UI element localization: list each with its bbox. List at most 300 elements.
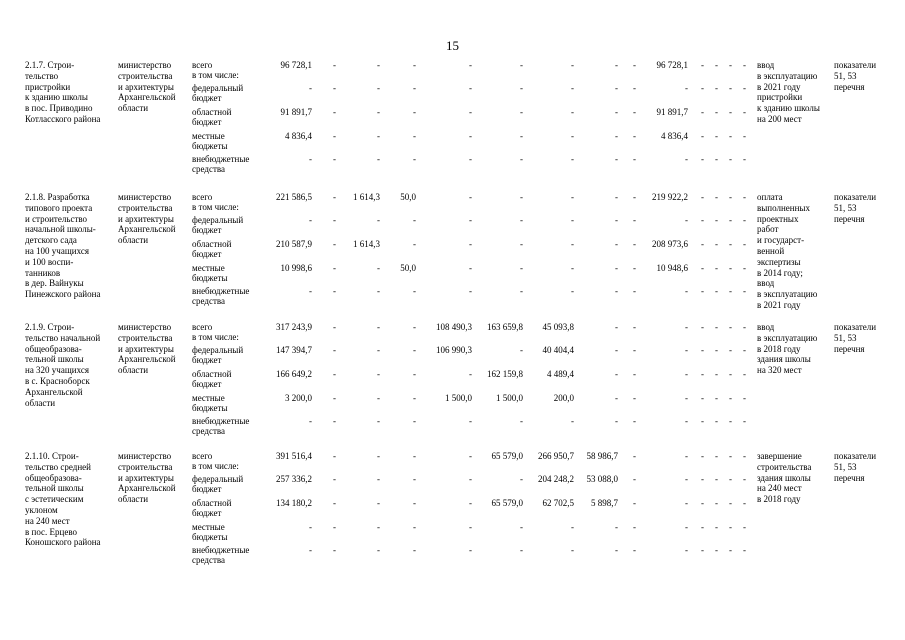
value-cell: - (743, 263, 746, 273)
value-cell: - (520, 60, 523, 70)
value-cell: - (743, 286, 746, 296)
text-line: бюджет (192, 484, 222, 495)
expected-result (757, 451, 829, 505)
value-cell: - (571, 286, 574, 296)
text-line: Архангельской (118, 224, 176, 235)
measure-name (25, 60, 117, 125)
value-cell: - (520, 107, 523, 117)
value-cell: - (377, 393, 380, 403)
text-line: строительства (118, 70, 173, 81)
value-cell: 53 088,0 (586, 474, 618, 484)
funding-source (192, 107, 262, 128)
text-line: тельной школы (25, 354, 84, 365)
value-cell: - (377, 345, 380, 355)
value-cell: - (333, 322, 336, 332)
value-cell: - (469, 416, 472, 426)
text-line: общеобразова- (25, 343, 82, 354)
value-cell: 200,0 (553, 393, 574, 403)
text-line: ввод (757, 322, 775, 332)
value-cell: - (633, 60, 636, 70)
value-cell: - (685, 393, 688, 403)
value-cell: - (743, 131, 746, 141)
text-line: и архитектуры (118, 343, 174, 354)
text-line: министерство (118, 451, 172, 461)
text-line: в 2014 году; (757, 267, 803, 278)
text-line: детского сада (25, 235, 77, 246)
value-cell: - (377, 451, 380, 461)
value-cell: - (633, 263, 636, 273)
value-cell: - (333, 192, 336, 202)
value-cell: - (729, 369, 732, 379)
text-line: Архангельской (118, 92, 176, 103)
funding-source (192, 286, 262, 307)
value-cell: - (615, 416, 618, 426)
value-cell: - (615, 107, 618, 117)
text-line: местные (192, 263, 225, 273)
executor (118, 451, 190, 505)
value-cell: - (715, 60, 718, 70)
value-cell: - (743, 451, 746, 461)
value-cell: - (715, 474, 718, 484)
indicator-link (834, 322, 894, 354)
funding-source (192, 154, 262, 175)
text-line: Пинежского района (25, 289, 101, 300)
value-cell: - (685, 498, 688, 508)
funding-source (192, 131, 262, 152)
text-line: в дер. Вайнукы (25, 278, 84, 289)
value-cell: - (413, 416, 416, 426)
text-line: областной (192, 239, 232, 249)
text-line: области (118, 103, 149, 114)
text-line: в том числе: (192, 202, 239, 213)
value-cell: - (377, 474, 380, 484)
text-line: области (118, 365, 149, 376)
text-line: федеральный (192, 474, 244, 484)
funding-source (192, 369, 262, 390)
text-line: всего (192, 60, 213, 70)
value-cell: - (571, 83, 574, 93)
text-line: здания школы (757, 472, 811, 483)
value-cell: - (633, 474, 636, 484)
text-line: бюджеты (192, 532, 228, 543)
value-cell: - (413, 154, 416, 164)
value-cell: - (729, 192, 732, 202)
text-line: средства (192, 426, 226, 437)
value-cell: - (743, 239, 746, 249)
value-cell: - (377, 522, 380, 532)
value-cell: - (413, 522, 416, 532)
text-line: Котласского района (25, 113, 101, 124)
text-line: всего (192, 322, 213, 332)
value-cell: - (729, 263, 732, 273)
value-cell: - (701, 545, 704, 555)
text-line: 2.1.10. Строи- (25, 451, 79, 461)
value-cell: - (685, 416, 688, 426)
value-cell: - (715, 498, 718, 508)
value-cell: - (413, 345, 416, 355)
text-line: и архитектуры (118, 81, 174, 92)
value-cell: - (701, 107, 704, 117)
value-cell: 96 728,1 (656, 60, 688, 70)
funding-source (192, 263, 262, 284)
value-cell: - (633, 393, 636, 403)
value-cell: 162 159,8 (487, 369, 523, 379)
text-line: показатели (834, 322, 877, 332)
funding-source (192, 345, 262, 366)
text-line: всего (192, 451, 213, 461)
text-line: бюджет (192, 225, 222, 236)
value-cell: - (377, 286, 380, 296)
value-cell: - (520, 345, 523, 355)
text-line: пристройки (25, 81, 71, 92)
value-cell: - (729, 416, 732, 426)
value-cell: - (571, 154, 574, 164)
value-cell: - (615, 286, 618, 296)
value-cell: - (633, 545, 636, 555)
value-cell: 106 990,3 (436, 345, 472, 355)
value-cell: - (743, 345, 746, 355)
value-cell: - (685, 154, 688, 164)
value-cell: - (571, 215, 574, 225)
value-cell: - (715, 369, 718, 379)
value-cell: - (633, 154, 636, 164)
text-line: бюджет (192, 379, 222, 390)
value-cell: - (309, 215, 312, 225)
value-cell: - (743, 322, 746, 332)
value-cell: - (520, 545, 523, 555)
text-line: и строительство (25, 213, 88, 224)
measure-row (0, 322, 905, 446)
value-cell: - (413, 239, 416, 249)
value-cell: - (715, 154, 718, 164)
text-line: в эксплуатацию (757, 332, 818, 343)
text-line: федеральный (192, 83, 244, 93)
value-cell: - (571, 239, 574, 249)
value-cell: 10 948,6 (656, 263, 688, 273)
value-cell: - (743, 215, 746, 225)
text-line: 51, 53 (834, 70, 857, 81)
value-cell: 50,0 (400, 263, 416, 273)
text-line: строительства (118, 202, 173, 213)
funding-source (192, 83, 262, 104)
value-cell: - (520, 522, 523, 532)
value-cell: 266 950,7 (538, 451, 574, 461)
value-cell: - (377, 416, 380, 426)
text-line: в эксплуатацию (757, 70, 818, 81)
value-cell: - (715, 107, 718, 117)
measure-name (25, 451, 117, 548)
value-cell: - (615, 522, 618, 532)
value-cell: - (333, 107, 336, 117)
text-line: выполненных (757, 202, 810, 213)
text-line: завершение (757, 451, 802, 461)
value-cell: - (615, 192, 618, 202)
value-cell: 1 500,0 (445, 393, 472, 403)
value-cell: - (469, 286, 472, 296)
value-cell: 65 579,0 (491, 498, 523, 508)
text-line: на 240 мест (25, 515, 70, 526)
text-line: Архангельской (25, 386, 83, 397)
text-line: Архангельской (118, 483, 176, 494)
value-cell: - (715, 393, 718, 403)
value-cell: 219 922,2 (652, 192, 688, 202)
value-cell: - (633, 215, 636, 225)
text-line: в 2018 году (757, 343, 801, 354)
text-line: министерство (118, 192, 172, 202)
value-cell: - (469, 107, 472, 117)
value-cell: - (309, 522, 312, 532)
text-line: здания школы (757, 354, 811, 365)
value-cell: - (701, 451, 704, 461)
text-line: пристройки (757, 92, 803, 103)
value-cell: - (633, 239, 636, 249)
text-line: 2.1.8. Разработка (25, 192, 90, 202)
value-cell: - (685, 322, 688, 332)
text-line: перечня (834, 343, 865, 354)
text-line: в том числе: (192, 332, 239, 343)
value-cell: - (685, 286, 688, 296)
value-cell: - (715, 451, 718, 461)
text-line: проектных (757, 213, 799, 224)
value-cell: - (413, 322, 416, 332)
text-line: показатели (834, 451, 877, 461)
value-cell: - (615, 131, 618, 141)
text-line: внебюджетные (192, 545, 250, 555)
text-line: области (25, 397, 56, 408)
value-cell: - (571, 107, 574, 117)
text-line: работ (757, 224, 779, 235)
value-cell: - (615, 393, 618, 403)
value-cell: - (633, 83, 636, 93)
expected-result (757, 60, 829, 125)
value-cell: - (520, 263, 523, 273)
text-line: бюджет (192, 117, 222, 128)
text-line: начальной школы- (25, 224, 96, 235)
funding-source (192, 498, 262, 519)
value-cell: - (743, 393, 746, 403)
value-cell: - (729, 545, 732, 555)
text-line: средства (192, 296, 226, 307)
text-line: танников (25, 267, 61, 278)
indicator-link (834, 451, 894, 483)
value-cell: - (729, 60, 732, 70)
value-cell: - (715, 263, 718, 273)
value-cell: - (615, 154, 618, 164)
value-cell: - (715, 192, 718, 202)
text-line: тельной школы (25, 483, 84, 494)
value-cell: - (571, 545, 574, 555)
value-cell: - (571, 131, 574, 141)
text-line: в 2021 году (757, 81, 801, 92)
value-cell: - (333, 522, 336, 532)
value-cell: - (701, 286, 704, 296)
text-line: области (118, 494, 149, 505)
value-cell: - (615, 345, 618, 355)
measure-name (25, 322, 117, 408)
value-cell: - (333, 131, 336, 141)
text-line: ввод (757, 60, 775, 70)
text-line: с эстетическим (25, 494, 84, 505)
value-cell: - (333, 263, 336, 273)
value-cell: - (571, 263, 574, 273)
text-line: министерство (118, 322, 172, 332)
value-cell: - (685, 215, 688, 225)
value-cell: 1 614,3 (353, 192, 380, 202)
value-cell: - (377, 60, 380, 70)
value-cell: 45 093,8 (542, 322, 574, 332)
value-cell: 163 659,8 (487, 322, 523, 332)
text-line: бюджеты (192, 403, 228, 414)
value-cell: - (377, 263, 380, 273)
value-cell: - (743, 522, 746, 532)
text-line: всего (192, 192, 213, 202)
value-cell: - (520, 215, 523, 225)
value-cell: - (743, 369, 746, 379)
value-cell: - (729, 286, 732, 296)
value-cell: - (520, 154, 523, 164)
value-cell: 62 702,5 (542, 498, 574, 508)
executor (118, 322, 190, 376)
value-cell: 208 973,6 (652, 239, 688, 249)
value-cell: 4 836,4 (285, 131, 312, 141)
value-cell: 91 891,7 (280, 107, 312, 117)
value-cell: - (633, 192, 636, 202)
value-cell: - (615, 263, 618, 273)
funding-source (192, 451, 262, 472)
value-cell: - (701, 154, 704, 164)
value-cell: - (333, 498, 336, 508)
value-cell: - (333, 83, 336, 93)
value-cell: - (729, 498, 732, 508)
text-line: бюджеты (192, 273, 228, 284)
value-cell: - (701, 239, 704, 249)
value-cell: - (333, 239, 336, 249)
value-cell: - (701, 369, 704, 379)
value-cell: - (729, 131, 732, 141)
text-line: внебюджетные (192, 416, 250, 426)
text-line: перечня (834, 213, 865, 224)
value-cell: 58 986,7 (586, 451, 618, 461)
value-cell: - (469, 60, 472, 70)
value-cell: 166 649,2 (276, 369, 312, 379)
executor (118, 60, 190, 114)
value-cell: - (413, 286, 416, 296)
value-cell: - (633, 416, 636, 426)
measure-row (0, 451, 905, 575)
text-line: областной (192, 107, 232, 117)
text-line: 51, 53 (834, 461, 857, 472)
value-cell: 10 998,6 (280, 263, 312, 273)
text-line: показатели (834, 192, 877, 202)
value-cell: - (413, 369, 416, 379)
indicator-link (834, 60, 894, 92)
text-line: перечня (834, 472, 865, 483)
value-cell: - (729, 522, 732, 532)
value-cell: - (685, 83, 688, 93)
value-cell: - (685, 345, 688, 355)
value-cell: 204 248,2 (538, 474, 574, 484)
executor (118, 192, 190, 246)
value-cell: - (685, 522, 688, 532)
text-line: в пос. Приводино (25, 103, 93, 114)
value-cell: 317 243,9 (276, 322, 312, 332)
value-cell: - (309, 545, 312, 555)
value-cell: - (333, 393, 336, 403)
text-line: на 100 учащихся (25, 245, 89, 256)
value-cell: - (333, 286, 336, 296)
text-line: средства (192, 555, 226, 566)
value-cell: 257 336,2 (276, 474, 312, 484)
funding-source (192, 522, 262, 543)
value-cell: - (715, 416, 718, 426)
value-cell: - (685, 369, 688, 379)
value-cell: - (729, 107, 732, 117)
value-cell: - (520, 239, 523, 249)
measure-name (25, 192, 117, 300)
value-cell: 5 898,7 (591, 498, 618, 508)
value-cell: 108 490,3 (436, 322, 472, 332)
value-cell: - (413, 107, 416, 117)
value-cell: - (701, 393, 704, 403)
value-cell: 50,0 (400, 192, 416, 202)
value-cell: - (571, 522, 574, 532)
value-cell: - (729, 239, 732, 249)
text-line: федеральный (192, 215, 244, 225)
value-cell: - (729, 474, 732, 484)
value-cell: 91 891,7 (656, 107, 688, 117)
value-cell: 4 489,4 (547, 369, 574, 379)
value-cell: - (413, 545, 416, 555)
text-line: строительства (757, 461, 812, 472)
text-line: бюджет (192, 93, 222, 104)
value-cell: - (701, 345, 704, 355)
text-line: и архитектуры (118, 213, 174, 224)
text-line: 2.1.9. Строи- (25, 322, 75, 332)
text-line: бюджеты (192, 141, 228, 152)
value-cell: 40 404,4 (542, 345, 574, 355)
value-cell: - (333, 545, 336, 555)
value-cell: - (715, 522, 718, 532)
text-line: федеральный (192, 345, 244, 355)
value-cell: - (520, 192, 523, 202)
value-cell: - (520, 416, 523, 426)
text-line: тельство средней (25, 461, 91, 472)
value-cell: - (333, 345, 336, 355)
value-cell: - (729, 393, 732, 403)
text-line: бюджет (192, 249, 222, 260)
value-cell: - (715, 131, 718, 141)
value-cell: - (743, 192, 746, 202)
text-line: перечня (834, 81, 865, 92)
value-cell: - (685, 474, 688, 484)
text-line: в с. Красноборск (25, 375, 90, 386)
text-line: областной (192, 369, 232, 379)
text-line: строительства (118, 332, 173, 343)
value-cell: - (715, 83, 718, 93)
value-cell: - (413, 393, 416, 403)
text-line: тельство (25, 70, 59, 81)
value-cell: - (701, 131, 704, 141)
text-line: 51, 53 (834, 332, 857, 343)
value-cell: - (743, 60, 746, 70)
value-cell: 1 500,0 (496, 393, 523, 403)
text-line: и 100 воспи- (25, 256, 74, 267)
value-cell: - (743, 83, 746, 93)
value-cell: - (701, 83, 704, 93)
text-line: на 320 учащихся (25, 365, 89, 376)
text-line: внебюджетные (192, 286, 250, 296)
value-cell: - (377, 498, 380, 508)
